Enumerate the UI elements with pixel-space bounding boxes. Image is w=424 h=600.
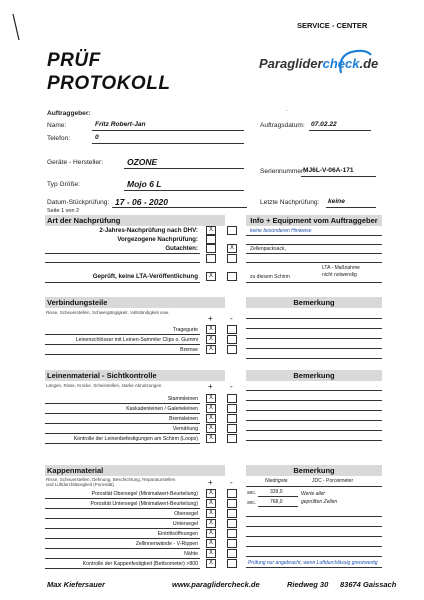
title-line-1: PRÜF (47, 50, 101, 71)
kappen-subtitle-1: Risse, Scheuerstellen, Dehnung, Beschichtung, Reparaturstellen (46, 477, 176, 482)
verbindung-item-1-minus[interactable] (227, 325, 237, 334)
seriennummer-value: MJ6L-V-06A-171 (303, 167, 354, 174)
footer-website-link[interactable]: www.paraglidercheck.de (172, 580, 260, 589)
verbindung-line-2 (45, 344, 200, 345)
leinen-line-2 (45, 413, 200, 414)
kappen-line-6 (45, 548, 200, 549)
verbindung-remark-line-1 (246, 318, 382, 319)
info-section-header: Info + Equipment vom Auftraggeber (246, 215, 382, 226)
kappen-item-4-label: Untersegel (172, 521, 198, 527)
art-row-5-checkbox[interactable]: X (206, 272, 216, 281)
info-line-1: keine besonderen Hinweise (250, 228, 312, 234)
art-row-5-label: Geprüft, keine LTA-Veröffentlichung (92, 273, 198, 280)
kappen-remark-line-3 (246, 526, 382, 527)
letzte-value: keine (328, 198, 345, 205)
leinen-subtitle: Längen, Risse, Knicke, Scheirstellen, starke Abnutzungen (46, 383, 162, 388)
leinen-remark-line-4 (246, 420, 382, 421)
werte-label-1: Werte aller (301, 491, 326, 497)
kappen-remark-line-2 (246, 516, 382, 517)
info-underline-3 (246, 253, 382, 254)
porosity-value-1: 339,0 (270, 489, 283, 495)
footer-street: Riedweg 30 (287, 580, 329, 589)
title-line-2: PROTOKOLL (47, 73, 171, 94)
verbindung-subtitle: Risse, Scheuerstellen, Schwergängigkeit, Vollständigkeit usw. (46, 310, 170, 315)
art-row-1-label: 2-Jahres-Nachprüfung nach DHV: (99, 227, 198, 234)
hersteller-value: OZONE (127, 157, 158, 167)
leinen-item-3-minus[interactable] (227, 414, 237, 423)
verbindung-plus-header: + (208, 314, 213, 323)
porosity-underline-2 (258, 506, 298, 507)
art-row-3-checkbox[interactable] (206, 244, 216, 253)
sec-label-1: sec. (247, 490, 257, 496)
lta-value: nicht notwendig (322, 272, 357, 278)
hersteller-underline (124, 168, 244, 169)
porosity-underline-1 (258, 496, 298, 497)
pruefung-note: Prüfung nur angebracht, wenn Luftdurchlässig grenzwertig (248, 560, 378, 566)
kappen-item-1-minus[interactable] (227, 489, 237, 498)
info-underline-4 (246, 262, 382, 263)
telefon-label: Telefon: (47, 135, 71, 142)
letzte-underline (326, 207, 376, 208)
verbindung-item-1-label: Tragegurte (172, 327, 198, 333)
kappen-item-6-label: Zellinnenwände - V-Rippen (135, 541, 198, 547)
kappen-item-4-plus[interactable]: X (206, 519, 216, 528)
art-row-3-label: Gutachten: (165, 245, 198, 252)
info-checkbox-4[interactable] (227, 272, 237, 281)
kappen-section-header: Kappenmaterial (45, 465, 225, 476)
art-row-2-label: Vorgezogene Nachprüfung: (117, 236, 198, 243)
kappen-line-7 (45, 558, 200, 559)
kappen-item-2-label: Porosität Untersegel (Minimalwert-Beurteilung) (90, 501, 198, 507)
kappen-minus-header: - (230, 478, 233, 487)
typ-label: Typ Größe: (47, 181, 80, 188)
datum-value: 17 - 06 - 2020 (115, 197, 168, 207)
leinen-item-2-label: Kaskadenleinen / Galerieleinen (126, 406, 198, 412)
kappen-item-4-minus[interactable] (227, 519, 237, 528)
paraglidercheck-logo (259, 47, 419, 77)
kappen-remark-line-5 (246, 546, 382, 547)
leinen-item-4-minus[interactable] (227, 424, 237, 433)
art-row-4-checkbox[interactable] (206, 254, 216, 263)
auftraggeber-label: Auftraggeber: (47, 110, 91, 117)
leinen-section-header: Leinenmaterial - Sichtkontrolle (45, 370, 225, 381)
verbindung-remark-line-5 (246, 358, 382, 359)
logo-text: Paraglider (259, 56, 323, 71)
kappen-plus-header: + (208, 478, 213, 487)
logo-suffix: .de (359, 56, 379, 71)
verbindung-line-1 (45, 334, 200, 335)
tick-mark: · (286, 108, 288, 114)
kappen-line-4 (45, 528, 200, 529)
leinen-remark-line-1 (246, 390, 382, 391)
leinen-item-3-label: Bremsleinen (169, 416, 198, 422)
verbindung-remark-line-3 (246, 338, 382, 339)
leinen-line-1 (45, 403, 200, 404)
seriennummer-label: Seriennummer: (260, 168, 306, 175)
leinen-bemerkung-header: Bemerkung (246, 370, 382, 381)
kappen-remark-line-1 (246, 486, 382, 487)
porosity-value-2: 768,0 (270, 499, 283, 505)
leinen-item-2-minus[interactable] (227, 404, 237, 413)
verbindung-item-1-plus[interactable]: X (206, 325, 216, 334)
kappen-item-3-plus[interactable]: X (206, 509, 216, 518)
kappen-item-3-minus[interactable] (227, 509, 237, 518)
typ-underline (124, 190, 244, 191)
kappen-item-1-label: Porosität Obersegel (Minimalwert-Beurteilung) (91, 491, 198, 497)
leinen-minus-header: - (230, 382, 233, 391)
verbindung-minus-header: - (230, 314, 233, 323)
kappen-line-5 (45, 538, 200, 539)
auftragsdatum-label: Auftragsdatum: (260, 122, 305, 129)
name-underline (92, 130, 244, 131)
kappen-item-7-minus[interactable] (227, 549, 237, 558)
letzte-label: Letzte Nachprüfung: (260, 199, 320, 206)
typ-value: Mojo 6 L (127, 179, 162, 189)
verbindung-item-2-plus[interactable]: X (206, 335, 216, 344)
info-line-2: Zellenpacksack, (250, 246, 286, 252)
art-row-1-checkbox[interactable]: X (206, 226, 216, 235)
datum-underline (112, 207, 247, 208)
verbindung-line-3 (45, 354, 200, 355)
seriennummer-underline (301, 176, 376, 177)
kappen-item-8-minus[interactable] (227, 559, 237, 568)
leinen-line-4 (45, 433, 200, 434)
leinen-item-4-plus[interactable]: X (206, 424, 216, 433)
name-label: Name: (47, 122, 67, 129)
telefon-underline (92, 143, 244, 144)
leinen-item-5-label: Kontrolle der Leinenbefestigungen am Schirm (Loops) (73, 436, 198, 442)
niedrigste-label: Niedrigste (265, 478, 288, 484)
kappen-line-2 (45, 508, 200, 509)
verbindung-item-2-minus[interactable] (227, 335, 237, 344)
hersteller-label: Geräte - Hersteller: (47, 159, 104, 166)
leinen-item-1-plus[interactable]: X (206, 394, 216, 403)
kappen-item-7-label: Nähte (184, 551, 198, 557)
verbindung-item-3-minus[interactable] (227, 345, 237, 354)
leinen-item-5-minus[interactable] (227, 434, 237, 443)
kappen-subtitle-2: und Luftdurchlässigkeit (Porosität) (46, 482, 115, 487)
leinen-item-3-plus[interactable]: X (206, 414, 216, 423)
verbindung-remark-line-2 (246, 328, 382, 329)
logo-brand: check (322, 56, 360, 71)
leinen-item-4-label: Vernähung (172, 426, 198, 432)
kappen-item-3-label: Obersegel (174, 511, 198, 517)
art-row-5-line (45, 282, 200, 283)
kappen-item-5-plus[interactable]: X (206, 529, 216, 538)
leinen-remark-line-2 (246, 400, 382, 401)
kappen-item-6-minus[interactable] (227, 539, 237, 548)
kappen-remark-line-7 (246, 567, 382, 568)
kappen-remark-line-6 (246, 556, 382, 557)
art-row-3-line (45, 253, 200, 254)
verbindung-section-header: Verbindungsteile (45, 297, 225, 308)
info-underline-5 (246, 282, 382, 283)
pen-stroke-mark (10, 12, 22, 42)
kappen-item-8-plus[interactable]: X (206, 559, 216, 568)
leinen-remark-line-6 (246, 440, 382, 441)
leinen-item-2-plus[interactable]: X (206, 404, 216, 413)
leinen-item-1-label: Stammleinen (167, 396, 198, 402)
leinen-item-1-minus[interactable] (227, 394, 237, 403)
kappen-item-5-minus[interactable] (227, 529, 237, 538)
kappen-remark-line-4 (246, 536, 382, 537)
verbindung-item-2-label: Leinenschlösser mit Leinen-Sammler Clips o. Gummi (75, 337, 198, 343)
auftragsdatum-underline (309, 130, 371, 131)
werte-label-2: geprüften Zellen (301, 499, 338, 505)
footer-name: Max Kiefersauer (47, 580, 105, 589)
leinen-item-5-plus[interactable]: X (206, 434, 216, 443)
sec-label-2: sec. (247, 500, 257, 506)
kappen-item-8-label: Kontrolle der Kappenfestigkeit (Bettsometer) >800 (82, 561, 198, 567)
kappen-item-5-label: Eintrittsöffnungen (157, 531, 198, 537)
verbindung-bemerkung-header: Bemerkung (246, 297, 382, 308)
info-underline-2 (246, 244, 382, 245)
page-number: Seite 1 von 2 (47, 208, 80, 214)
datum-label: Datum-Stückprüfung: (47, 199, 110, 206)
leinen-line-3 (45, 423, 200, 424)
leinen-remark-line-5 (246, 430, 382, 431)
art-row-2-checkbox[interactable] (206, 235, 216, 244)
jdc-label: JDC - Porosimeter (312, 478, 354, 484)
leinen-plus-header: + (208, 382, 213, 391)
kappen-line-1 (45, 498, 200, 499)
kappen-item-7-plus[interactable]: X (206, 549, 216, 558)
kappen-item-2-plus[interactable]: X (206, 499, 216, 508)
kappen-line-8 (45, 568, 200, 569)
info-underline-1 (246, 235, 382, 236)
kappen-bemerkung-header: Bemerkung (246, 465, 382, 476)
leinen-remark-line-3 (246, 410, 382, 411)
auftragsdatum-value: 07.02.22 (311, 121, 337, 128)
info-checkbox-1[interactable] (227, 226, 237, 235)
info-line-3: zu diesem Schirm (250, 274, 290, 280)
kappen-line-3 (45, 518, 200, 519)
kappen-item-1-plus[interactable]: X (206, 489, 216, 498)
name-value: Fritz Robert-Jan (95, 121, 146, 128)
leinen-line-5 (45, 443, 200, 444)
info-checkbox-2[interactable]: X (227, 244, 237, 253)
kappen-item-2-minus[interactable] (227, 499, 237, 508)
kappen-item-6-plus[interactable]: X (206, 539, 216, 548)
art-section-header: Art der Nachprüfung (45, 215, 225, 226)
footer-city: 83674 Gaissach (340, 580, 397, 589)
verbindung-item-3-label: Bremse (180, 347, 198, 353)
telefon-value: 0 (95, 134, 99, 141)
lta-title: LTA - Maßnahme (322, 265, 360, 271)
art-row-4-line (45, 262, 200, 263)
service-center-label: SERVICE - CENTER (297, 21, 368, 30)
info-checkbox-3[interactable] (227, 254, 237, 263)
verbindung-item-3-plus[interactable]: X (206, 345, 216, 354)
verbindung-remark-line-4 (246, 348, 382, 349)
